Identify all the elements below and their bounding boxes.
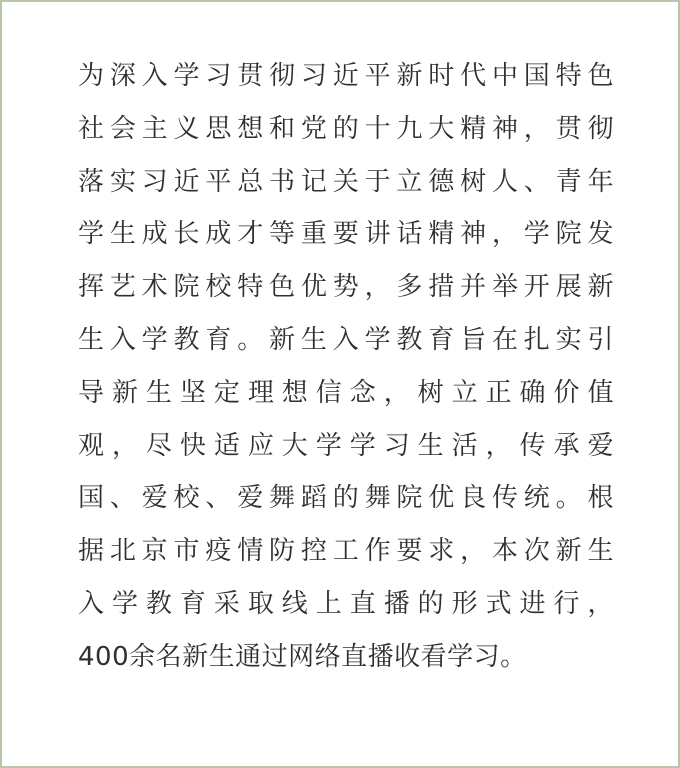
paragraph-line-12: 400余名新生通过网络直播收看学习。 xyxy=(78,641,527,672)
paragraph-line-7: 导新生坚定理想信念，树立正确价值 xyxy=(78,377,614,408)
paragraph-line-3: 落实习近平总书记关于立德树人、青年 xyxy=(78,166,614,197)
paragraph-line-9: 国、爱校、爱舞蹈的舞院优良传统。根 xyxy=(78,483,614,514)
paragraph-line-4: 学生成长成才等重要讲话精神，学院发 xyxy=(78,219,614,250)
paragraph-line-10: 据北京市疫情防控工作要求，本次新生 xyxy=(78,536,614,567)
paragraph-line-2: 社会主义思想和党的十九大精神，贯彻 xyxy=(78,113,614,144)
paragraph-line-8: 观，尽快适应大学学习生活，传承爱 xyxy=(78,430,614,461)
paragraph-line-6: 生入学教育。新生入学教育旨在扎实引 xyxy=(78,324,614,355)
article-paragraph xyxy=(78,50,614,684)
paragraph-line-5: 挥艺术院校特色优势，多措并举开展新 xyxy=(78,272,614,303)
paragraph-line-11: 入学教育采取线上直播的形式进行， xyxy=(78,588,614,619)
paragraph-line-1: 为深入学习贯彻习近平新时代中国特色 xyxy=(78,61,614,91)
